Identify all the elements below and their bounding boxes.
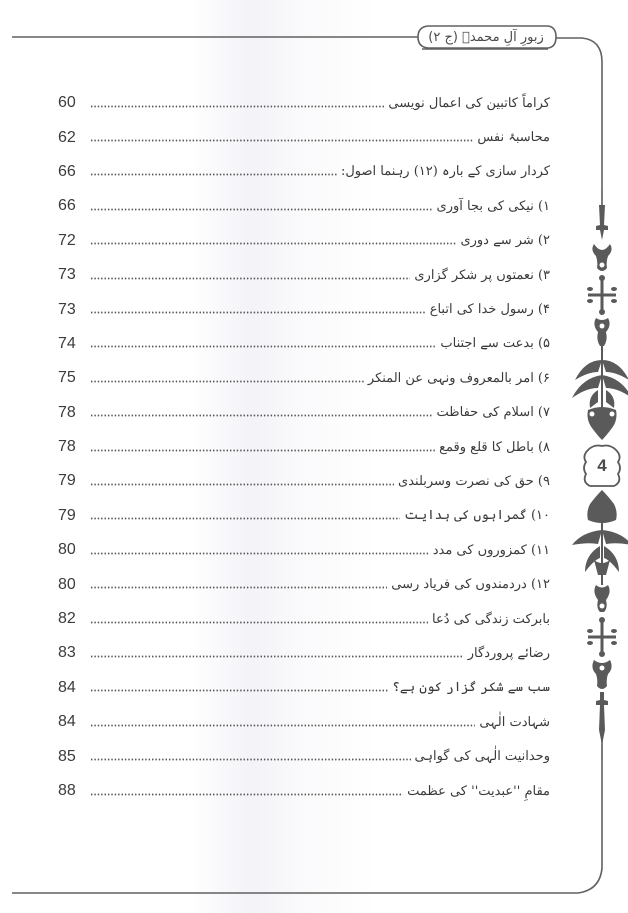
toc-entry[interactable] — [58, 774, 550, 808]
toc-page-number: 60 — [58, 94, 76, 112]
dot-leader — [90, 584, 387, 592]
toc-entry-title: وحدانیت الٰہی کی گواہی — [414, 749, 550, 765]
toc-entry-title: ۴) رسول خدا کی اتباع — [429, 302, 550, 318]
toc-entry[interactable] — [58, 499, 550, 533]
toc-page-number: 82 — [58, 610, 76, 628]
dot-leader — [90, 549, 429, 557]
toc-entry[interactable] — [58, 464, 550, 498]
toc-page-number: 85 — [58, 747, 76, 765]
toc-page-number: 66 — [58, 162, 76, 180]
running-header-title: زبورِ آلِ محمدؑ (ج ۲) — [428, 29, 544, 45]
toc-entry-title: شہادت الٰہی — [479, 714, 550, 730]
toc-entry-title: محاسبۂ نفس — [477, 130, 550, 146]
toc-entry[interactable] — [58, 327, 550, 361]
dot-leader — [90, 412, 433, 420]
dot-leader — [90, 205, 433, 213]
toc-entry-title: ۳) نعمتوں پر شکر گزاری — [414, 267, 550, 283]
toc-page-number: 83 — [58, 644, 76, 662]
toc-entry-title: ۱) نیکی کی بجا آوری — [436, 198, 550, 214]
toc-entry-title: ۹) حق کی نصرت وسربلندی — [398, 473, 550, 489]
toc-entry-title: بابرکت زندگی کی دُعا — [432, 611, 550, 627]
toc-page-number: 84 — [58, 678, 76, 696]
dot-leader — [90, 377, 364, 385]
toc-entry[interactable] — [58, 155, 550, 189]
dot-leader — [90, 515, 400, 523]
page-number: 4 — [597, 456, 607, 475]
dot-leader — [90, 102, 384, 110]
toc-entry-title: ۸) باطل کا قلع وقمع — [439, 439, 550, 455]
toc-entry[interactable] — [58, 602, 550, 636]
toc-entry-title: ۱۰) گمراہوں کی ہدایت — [404, 508, 550, 524]
toc-entry-title: ۷) اسلام کی حفاظت — [436, 405, 550, 421]
toc-page-number: 80 — [58, 575, 76, 593]
toc-page-number: 84 — [58, 713, 76, 731]
toc-page-number: 79 — [58, 472, 76, 490]
dot-leader — [90, 618, 428, 626]
toc-entry-title: کردار سازی کے بارہ (۱۲) رہنما اصول: — [340, 164, 550, 180]
dot-leader — [90, 652, 464, 660]
dot-leader — [90, 721, 475, 729]
toc-page-number: 80 — [58, 541, 76, 559]
toc-page-number: 78 — [58, 403, 76, 421]
toc-entry-title: ۱۱) کمزوروں کی مدد — [432, 542, 550, 558]
toc-entry[interactable] — [58, 189, 550, 223]
toc-page-number: 78 — [58, 438, 76, 456]
toc-entry[interactable] — [58, 739, 550, 773]
toc-entry[interactable] — [58, 258, 550, 292]
dot-leader — [90, 756, 411, 764]
toc-entry[interactable] — [58, 396, 550, 430]
toc-page-number: 74 — [58, 334, 76, 352]
toc-entry[interactable] — [58, 567, 550, 601]
toc-page-number: 72 — [58, 231, 76, 249]
toc-entry-title: مقامِ ''عبدیت'' کی عظمت — [407, 783, 550, 799]
toc-entry[interactable] — [58, 224, 550, 258]
running-header — [418, 25, 554, 49]
toc-entry[interactable] — [58, 705, 550, 739]
toc-page-number: 73 — [58, 300, 76, 318]
toc-entry[interactable] — [58, 636, 550, 670]
toc-entry-title: ۱۲) دردمندوں کی فریاد رسی — [391, 577, 550, 593]
toc-entry-title: کراماً کاتبین کی اعمال نویسی — [388, 95, 550, 111]
toc-page-number: 62 — [58, 128, 76, 146]
dot-leader — [90, 240, 456, 248]
toc-page-number: 75 — [58, 369, 76, 387]
toc-entry[interactable] — [58, 292, 550, 326]
dot-leader — [90, 446, 435, 454]
toc-entry-title: ۶) امر بالمعروف ونہی عن المنکر — [367, 370, 550, 386]
toc-entry[interactable] — [58, 533, 550, 567]
toc-entry-title: ۲) شر سے دوری — [460, 233, 550, 249]
dot-leader — [90, 274, 410, 282]
toc-page-number: 79 — [58, 506, 76, 524]
toc-page-number: 88 — [58, 782, 76, 799]
toc-entry[interactable] — [58, 430, 550, 464]
dot-leader — [90, 687, 388, 695]
toc-entry-title: سب سے شکر گزار کون ہے؟ — [392, 680, 550, 696]
toc-page-number: 66 — [58, 197, 76, 215]
dot-leader — [90, 137, 473, 145]
table-of-contents — [58, 86, 550, 808]
toc-entry[interactable] — [58, 120, 550, 154]
toc-entry[interactable] — [58, 86, 550, 120]
toc-entry-title: ۵) بدعت سے اجتناب — [440, 336, 550, 352]
dot-leader — [90, 480, 394, 488]
toc-entry[interactable] — [58, 671, 550, 705]
toc-page-number: 73 — [58, 266, 76, 284]
dot-leader — [90, 171, 337, 179]
dot-leader — [90, 790, 403, 798]
dot-leader — [90, 309, 426, 317]
toc-entry-title: رضائے پروردگار — [467, 645, 550, 661]
dot-leader — [90, 343, 436, 351]
toc-entry[interactable] — [58, 361, 550, 395]
page-number-badge — [584, 447, 620, 485]
